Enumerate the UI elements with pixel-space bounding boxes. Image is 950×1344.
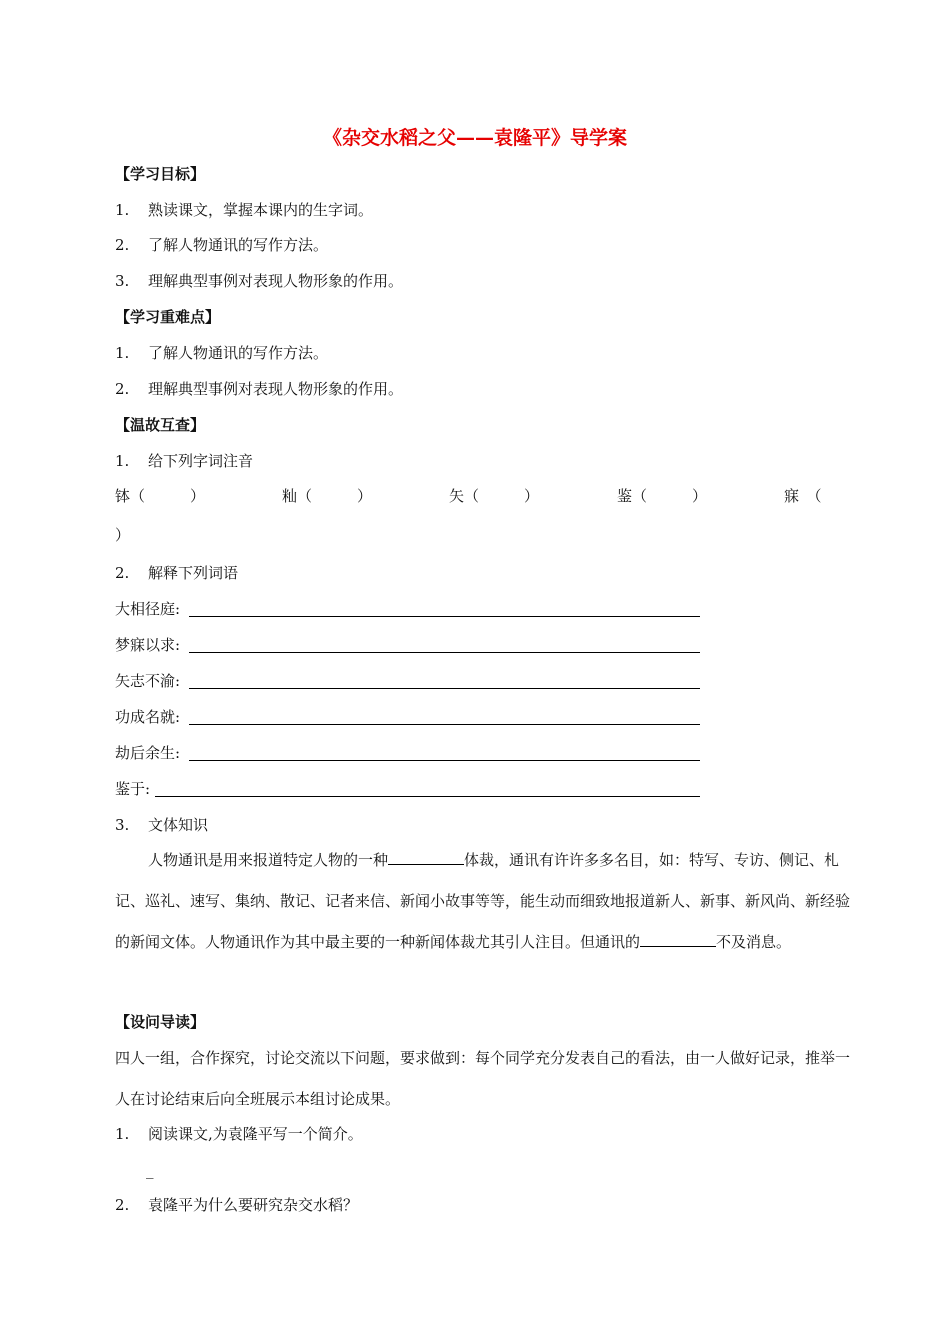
guided-question-2 [115,1195,358,1215]
goal-text: 熟读课文，掌握本课内的生字词。 [148,201,374,219]
goal-item [115,271,403,291]
key-point-num: 1. [115,344,130,362]
goal-num: 2. [115,236,130,254]
key-point-text: 了解人物通讯的写作方法。 [148,344,329,362]
answer-line[interactable] [189,688,700,689]
answer-mark[interactable]: _ [146,1161,154,1179]
answer-line[interactable] [155,796,700,797]
pinyin-row [115,486,850,506]
term-label: 矢志不渝: [115,672,181,690]
term-label: 功成名就: [115,708,181,726]
review-question-1 [115,451,253,471]
term-label: 梦寐以求: [115,636,181,654]
fill-blank-1[interactable] [388,848,464,865]
goal-text: 理解典型事例对表现人物形象的作用。 [148,272,404,290]
question-text: 袁隆平为什么要研究杂交水稻？ [148,1196,359,1214]
question-num: 3. [115,816,130,834]
question-text: 给下列字词注音 [148,452,254,470]
guided-heading: 【设问导读】 [115,1013,206,1031]
guided-question-1 [115,1124,363,1144]
review-question-2 [115,563,238,583]
question-text: 解释下列词语 [148,564,239,582]
answer-line[interactable] [189,724,700,725]
genre-paragraph [115,840,850,963]
goal-num: 1. [115,201,130,219]
key-point-num: 2. [115,380,130,398]
key-point-item [115,379,403,399]
genre-text-3: 不及消息。 [716,933,792,951]
goal-item [115,235,328,255]
question-text: 阅读课文,为袁隆平写一个简介。 [148,1125,363,1143]
term-label: 大相径庭: [115,600,181,618]
goal-text: 了解人物通讯的写作方法。 [148,236,329,254]
review-heading: 【温故互查】 [115,416,206,434]
question-num: 2. [115,564,130,582]
key-point-item [115,343,328,363]
key-points-heading: 【学习重难点】 [115,308,221,326]
fill-blank-2[interactable] [640,930,716,947]
goal-item [115,200,373,220]
pinyin-overflow: ） [115,526,131,544]
answer-line[interactable] [189,616,700,617]
goals-heading: 【学习目标】 [115,165,206,183]
term-label: 劫后余生: [115,744,181,762]
pinyin-item: 钵（ ） [115,487,206,505]
pinyin-item: 寐 （ [784,487,822,505]
goal-num: 3. [115,272,130,290]
answer-line[interactable] [189,760,700,761]
genre-text-2: 体裁，通讯有许许多多名目，如：特写、专访、侧记、札记、巡礼、速写、集纳、散记、记者来信、新闻小故事等等，能生动而细致地报道新人、新事、新风尚、新经验的新闻文体。人物通讯作为其中最主要的一种新闻体裁尤其引人注目。但通讯的 [115,851,851,951]
pinyin-item: 矢（ ） [449,487,540,505]
question-num: 1. [115,452,130,470]
pinyin-item: 鉴（ ） [617,487,708,505]
review-question-3 [115,815,208,835]
guided-intro: 四人一组，合作探究，讨论交流以下问题，要求做到：每个同学充分发表自己的看法，由一人做好记录，推举一人在讨论结束后向全班展示本组讨论成果。 [115,1049,851,1108]
page-title: 《杂交水稻之父——袁隆平》导学案 [322,127,627,149]
question-num: 1. [115,1125,130,1143]
question-text: 文体知识 [148,816,209,834]
answer-line[interactable] [189,652,700,653]
term-label: 鉴于: [115,780,151,798]
key-point-text: 理解典型事例对表现人物形象的作用。 [148,380,404,398]
pinyin-item: 籼（ ） [282,487,373,505]
genre-text-1: 人物通讯是用来报道特定人物的一种 [148,851,389,869]
question-num: 2. [115,1196,130,1214]
